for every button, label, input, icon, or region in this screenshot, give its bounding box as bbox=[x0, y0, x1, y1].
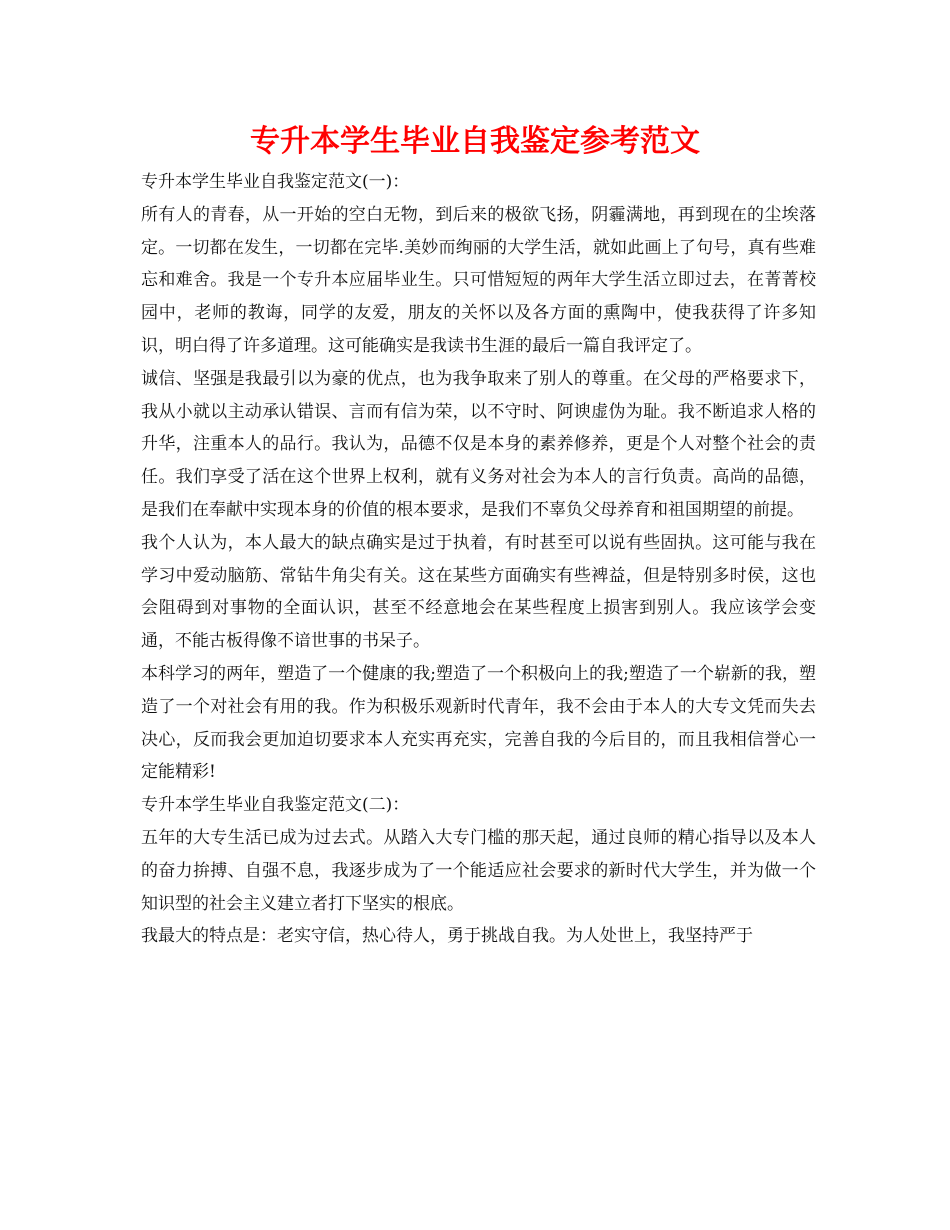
document-body bbox=[141, 166, 816, 953]
paragraph-4: 本科学习的两年，塑造了一个健康的我;塑造了一个积极向上的我;塑造了一个崭新的我，塑造了一个对社会有用的我。作为积极乐观新时代青年，我不会由于本人的大专文凭而失去决心，反而我会更加迫切要求本人充实再充实，完善自我的今后目的，而且我相信誉心一定能精彩! bbox=[141, 663, 816, 783]
paragraph-6: 我最大的特点是：老实守信，热心待人，勇于挑战自我。为人处世上，我坚持严于 bbox=[141, 926, 753, 947]
section-heading-2: 专升本学生毕业自我鉴定范文(二)： bbox=[141, 795, 410, 816]
paragraph-5: 五年的大专生活已成为过去式。从踏入大专门槛的那天起，通过良师的精心指导以及本人的奋力拚搏、自强不息，我逐步成为了一个能适应社会要求的新时代大学生，并为做一个知识型的社会主义建立者打下坚实的根底。 bbox=[141, 827, 816, 914]
section-heading-1: 专升本学生毕业自我鉴定范文(一)： bbox=[141, 172, 410, 192]
paragraph-3: 我个人认为，本人最大的缺点确实是过于执着，有时甚至可以说有些固执。这可能与我在学习中爱动脑筋、常钻牛角尖有关。这在某些方面确实有些裨益，但是特别多时侯，这也会阻碍到对事物的全面认识，甚至不经意地会在某些程度上损害到别人。我应该学会变通，不能古板得像不谙世事的书呆子。 bbox=[141, 532, 816, 652]
page-title: 专升本学生毕业自我鉴定参考范文 bbox=[250, 124, 700, 159]
paragraph-1: 所有人的青春，从一开始的空白无物，到后来的极欲飞扬，阴霾满地，再到现在的尘埃落定。一切都在发生，一切都在完毕.美妙而绚丽的大学生活，就如此画上了句号，真有些难忘和难舍。我是一个专升本应届毕业生。只可惜短短的两年大学生活立即过去，在菁菁校园中，老师的教诲，同学的友爱，朋友的关怀以及各方面的熏陶中，使我获得了许多知识，明白得了许多道理。这可能确实是我读书生涯的最后一篇自我评定了。 bbox=[141, 204, 816, 356]
paragraph-2: 诚信、坚强是我最引以为豪的优点，也为我争取来了别人的尊重。在父母的严格要求下，我从小就以主动承认错误、言而有信为荣，以不守时、阿谀虚伪为耻。我不断追求人格的升华，注重本人的品行。我认为，品德不仅是本身的素养修养，更是个人对整个社会的责任。我们享受了活在这个世界上权利，就有义务对社会为本人的言行负责。高尚的品德，是我们在奉献中实现本身的价值的根本要求，是我们不辜负父母养育和祖国期望的前提。 bbox=[141, 368, 816, 520]
